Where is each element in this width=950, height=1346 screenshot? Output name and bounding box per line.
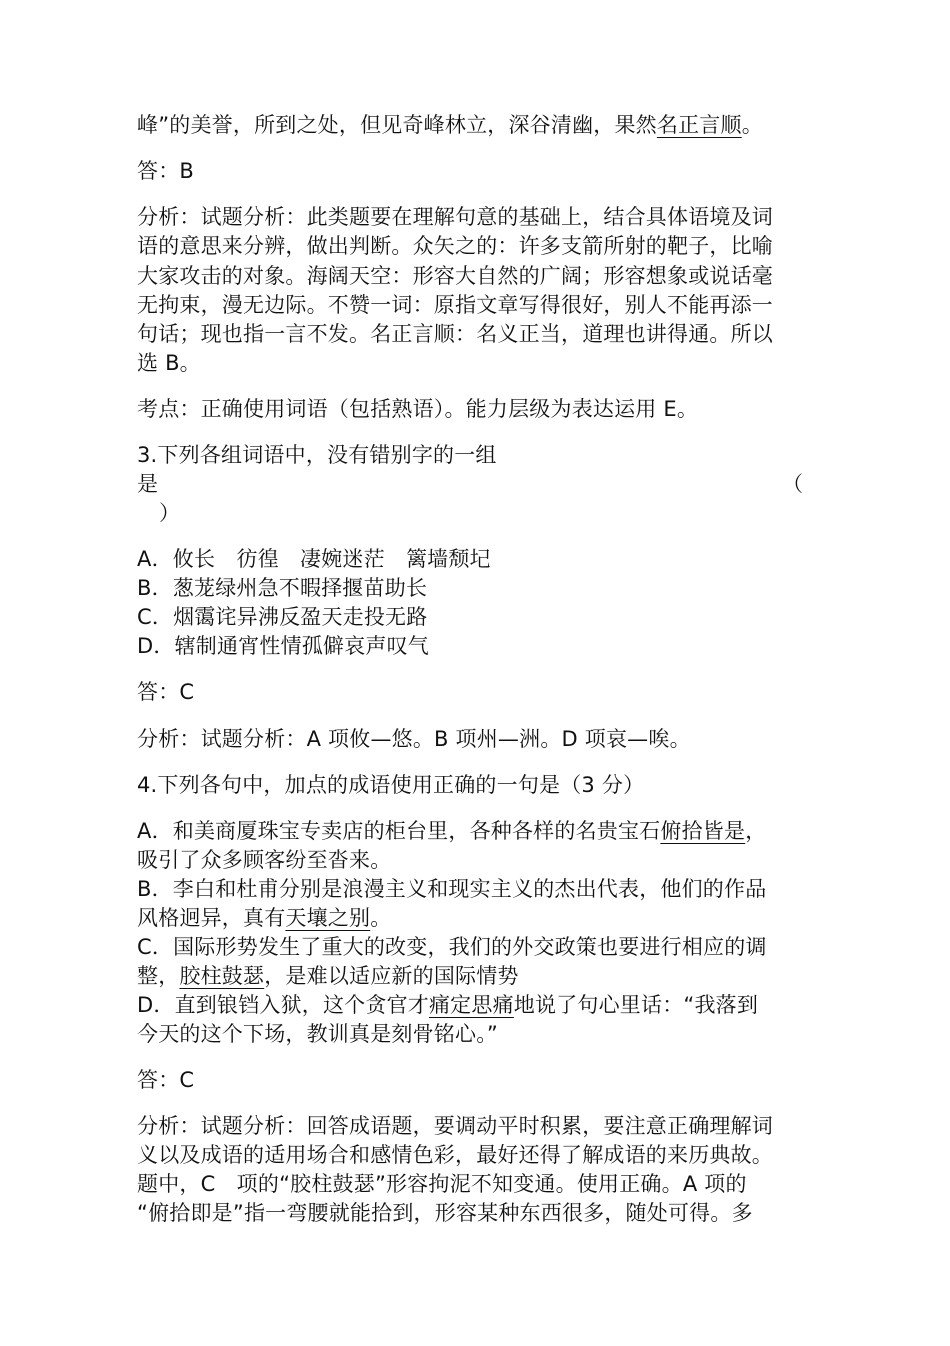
analysis-line: 无拘束，漫无边际。不赞一词：原指文章写得很好，别人不能再添一 — [137, 293, 773, 317]
underlined-idiom: 名正言顺 — [656, 113, 742, 137]
question-stem: 3.下列各组词语中，没有错别字的一组 — [137, 443, 497, 467]
option-line: D．辖制通宵性情孤僻哀声叹气 — [137, 634, 429, 658]
underlined-idiom: 痛定思痛 — [428, 993, 514, 1017]
option-line — [137, 817, 766, 846]
underlined-idiom: 俯拾皆是 — [660, 819, 746, 843]
option-line: 吸引了众多顾客纷至沓来。 — [137, 848, 392, 872]
answer-line: 答：C — [137, 680, 195, 704]
text-segment: 整， — [137, 964, 180, 988]
analysis-line: 义以及成语的适用场合和感情色彩，最好还得了解成语的来历典故。 — [137, 1143, 773, 1167]
option-line: B．李白和杜甫分别是浪漫主义和现实主义的杰出代表，他们的作品 — [137, 877, 767, 901]
analysis-line: 分析：试题分析：回答成语题，要调动平时积累，要注意正确理解词 — [137, 1114, 773, 1138]
option-line — [137, 904, 391, 933]
analysis-line: 语的意思来分辨，做出判断。众矢之的：许多支箭所射的靶子，比喻 — [137, 234, 773, 258]
text-segment: 。 — [741, 113, 763, 137]
question-stem: 4.下列各句中，加点的成语使用正确的一句是（3 分） — [137, 773, 645, 797]
answer-line: 答：B — [137, 159, 195, 183]
analysis-line: 大家攻击的对象。海阔天空：形容大自然的广阔；形容想象或说话毫 — [137, 264, 773, 288]
answer-paren-close: ） — [159, 501, 180, 525]
analysis-line: 题中，C 项的“胶柱鼓瑟”形容拘泥不知变通。使用正确。A 项的 — [137, 1172, 747, 1196]
text-segment: 峰”的美誉，所到之处，但见奇峰林立，深谷清幽，果然 — [137, 113, 657, 137]
kaodian-line: 考点：正确使用词语（包括熟语）。能力层级为表达运用 E。 — [137, 397, 699, 421]
text-segment: ，是难以适应新的国际情势 — [264, 964, 519, 988]
option-line — [137, 991, 758, 1020]
option-line: C．国际形势发生了重大的改变，我们的外交政策也要进行相应的调 — [137, 935, 767, 959]
analysis-line: 分析：试题分析：此类题要在理解句意的基础上，结合具体语境及词 — [137, 205, 773, 229]
question-stem: 是 — [137, 472, 159, 496]
analysis-line: “俯拾即是”指一弯腰就能拾到，形容某种东西很多，随处可得。多 — [137, 1201, 753, 1225]
text-segment: 。 — [370, 906, 392, 930]
text-segment: D．直到锒铛入狱，这个贪官才 — [137, 993, 429, 1017]
analysis-line: 分析：试题分析：A 项攸—悠。B 项州—洲。D 项哀—唉。 — [137, 727, 691, 751]
analysis-line: 选 B。 — [137, 351, 201, 375]
text-segment: A．和美商厦珠宝专卖店的柜台里，各种各样的名贵宝石 — [137, 819, 661, 843]
text-line — [137, 111, 763, 140]
text-segment: 地说了句心里话：“我落到 — [513, 993, 759, 1017]
option-line: C．烟霭诧异沸反盈天走投无路 — [137, 605, 428, 629]
option-line: 今天的这个下场，教训真是刻骨铭心。” — [137, 1022, 498, 1046]
underlined-idiom: 胶柱鼓瑟 — [179, 964, 265, 988]
underlined-idiom: 天壤之别 — [285, 906, 371, 930]
answer-line: 答：C — [137, 1068, 195, 1092]
text-segment: 风格迥异，真有 — [137, 906, 286, 930]
option-line: A．攸长 彷徨 凄婉迷茫 篱墙颓圮 — [137, 547, 491, 571]
option-line — [137, 962, 519, 991]
option-line: B．葱茏绿州急不暇择揠苗助长 — [137, 576, 428, 600]
answer-paren-open: （ — [782, 472, 803, 496]
analysis-line: 句话；现也指一言不发。名正言顺：名义正当，道理也讲得通。所以 — [137, 322, 773, 346]
text-segment: ， — [745, 819, 767, 843]
